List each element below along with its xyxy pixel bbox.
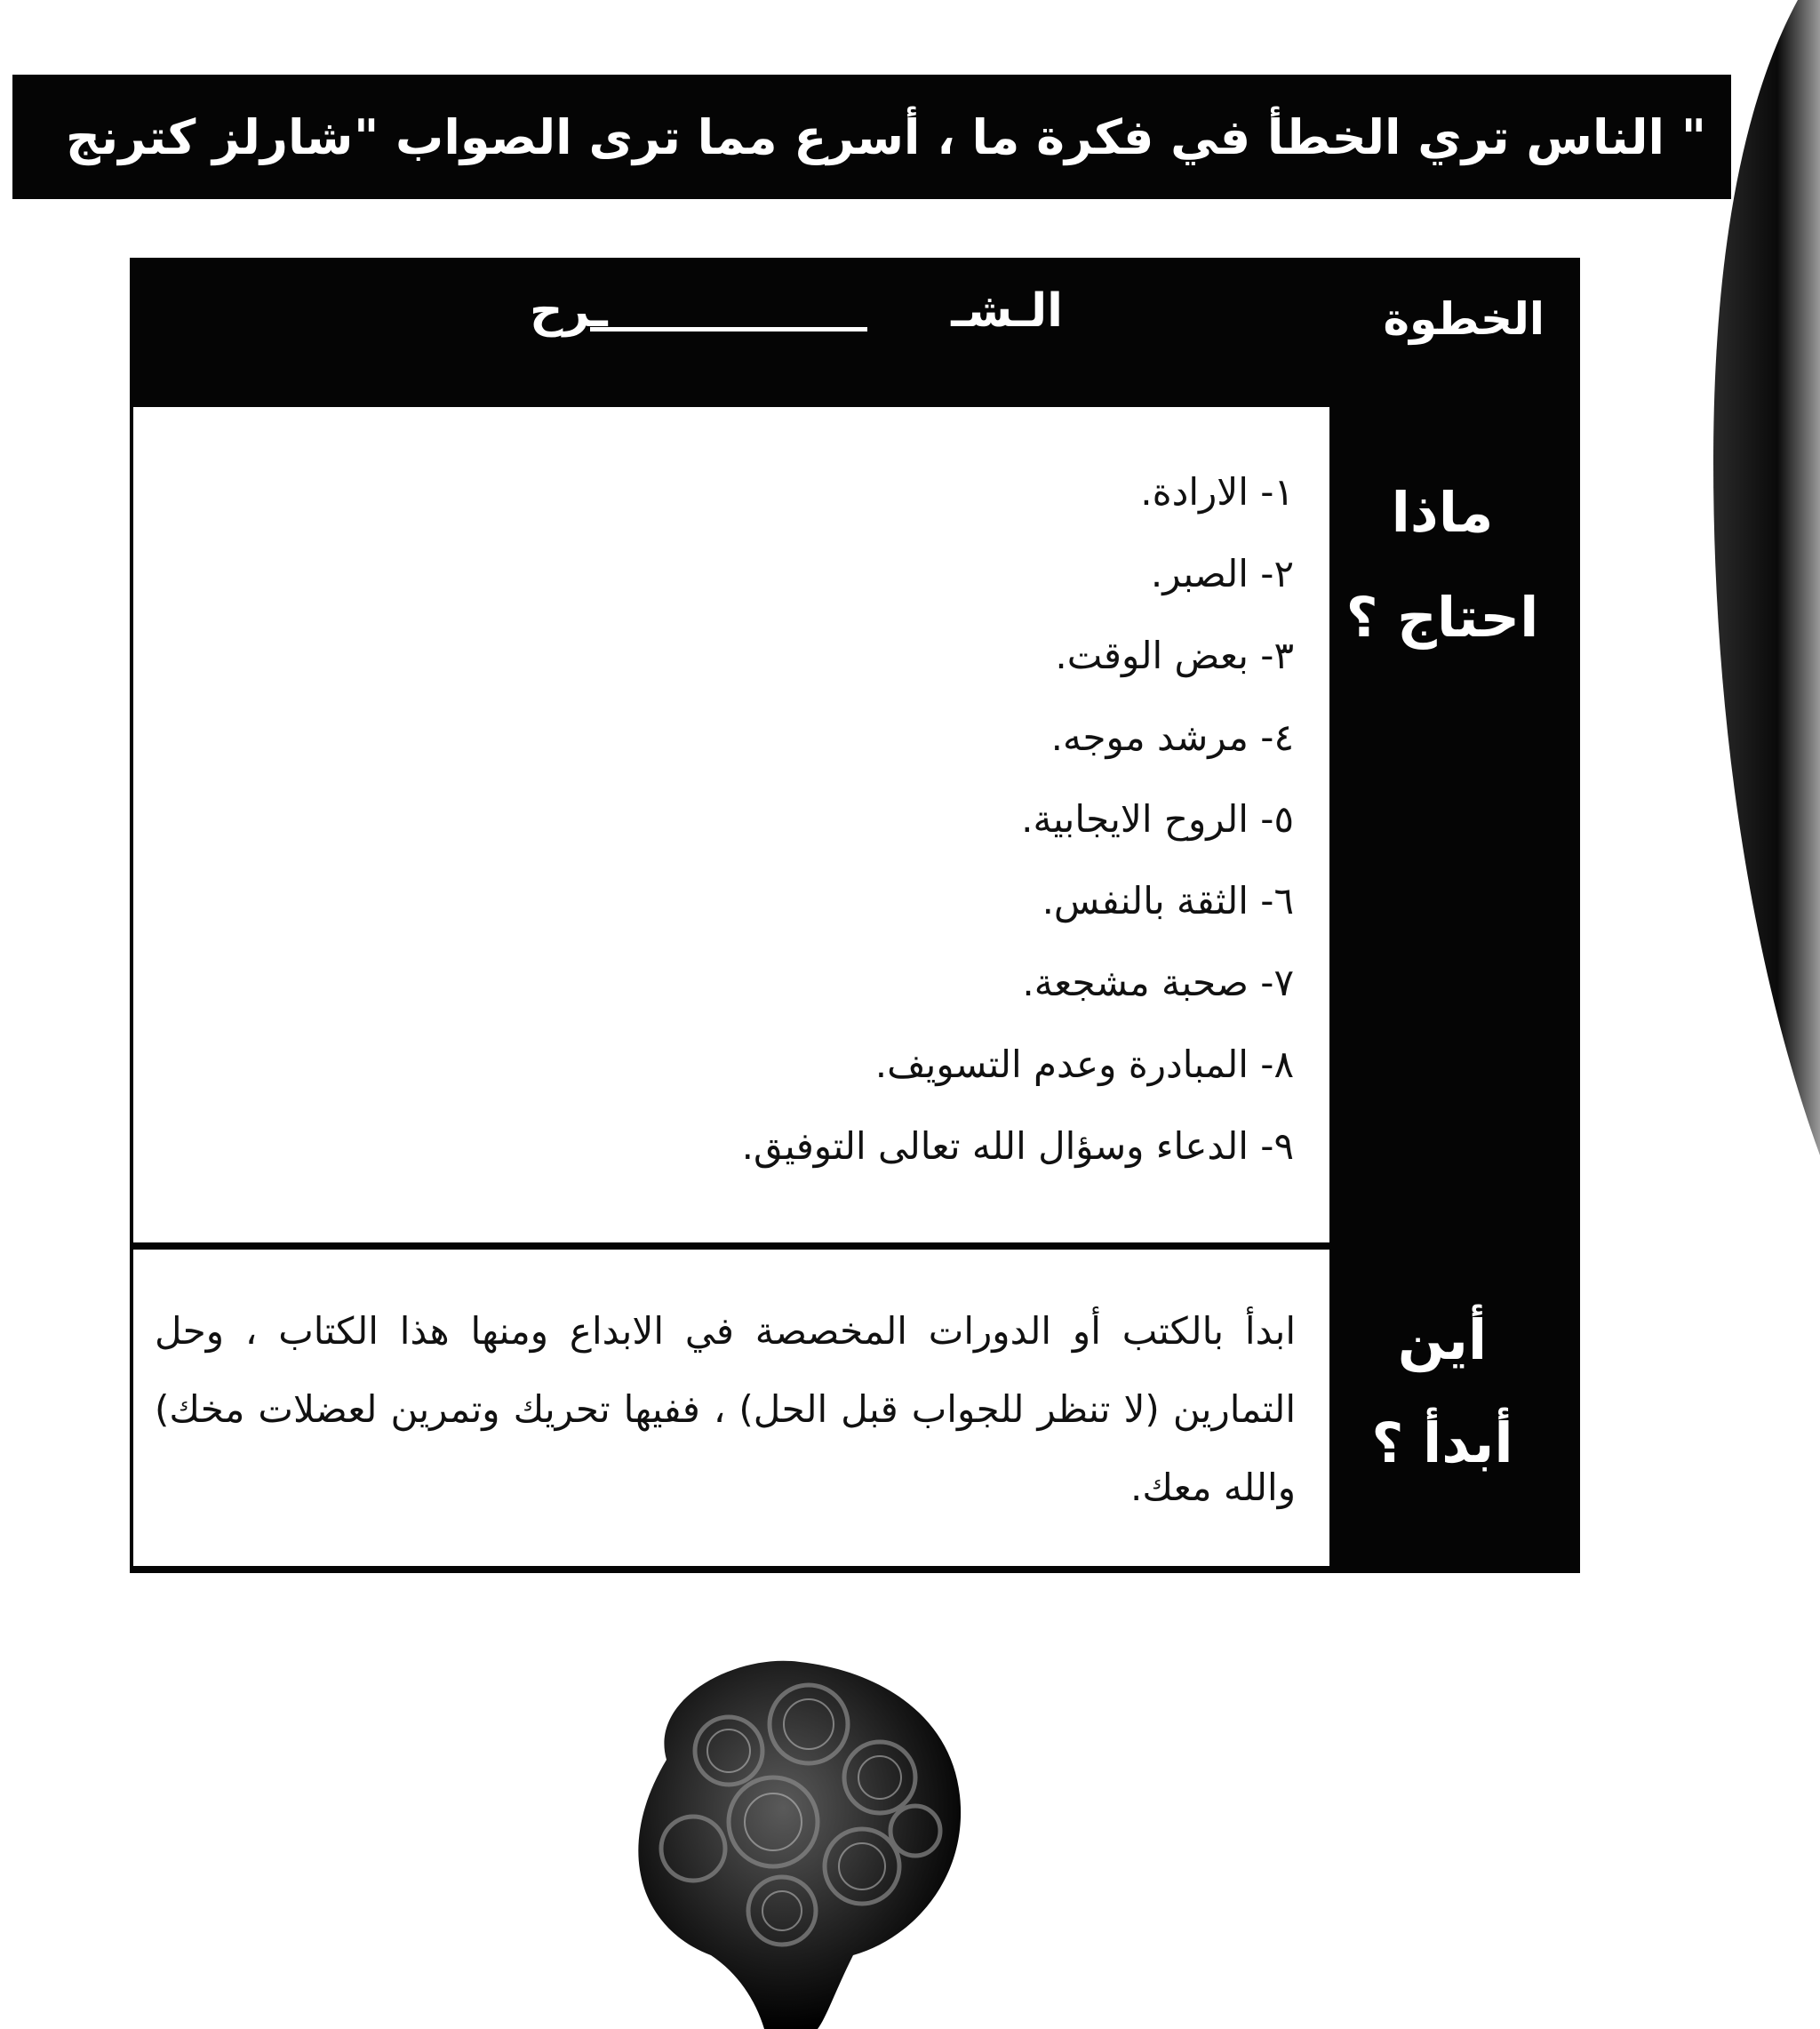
quote-text: " الناس تري الخطأ في فكرة ما ، أسرع مما ترى الصواب " — [354, 108, 1706, 165]
header-explanation-stretch — [590, 327, 867, 332]
start-paragraph: ابدأ بالكتب أو الدورات المخصصة في الابداع ومنها هذا الكتاب ، وحل التمارين (لا تنظر للجواب قبل الحل) ، ففيها تحريك وتمرين لعضلات مخك) والله معك. — [155, 1309, 1296, 1509]
list-item: ٣- بعض الوقت. — [1055, 634, 1294, 677]
list-item: ٦- الثقة بالنفس. — [1042, 879, 1294, 923]
quote-banner — [12, 75, 1731, 199]
start-text-cell — [133, 1250, 1329, 1566]
list-item: ٩- الدعاء وسؤال الله تعالى التوفيق. — [741, 1124, 1294, 1168]
list-item: ٧- صحبة مشجعة. — [1022, 961, 1294, 1004]
list-item: ٤- مرشد موجه. — [1050, 715, 1294, 759]
quote-author: شارلز كترنج — [66, 108, 354, 165]
header-step: الخطوة — [1383, 293, 1545, 345]
needs-list-cell — [133, 407, 1329, 1242]
step-label-start-line1: أين — [1397, 1307, 1488, 1372]
ornament-image — [595, 1644, 986, 2029]
list-item: ٢- الصبر. — [1150, 552, 1294, 595]
header-explanation-end: ـرح — [530, 284, 608, 338]
list-item: ٨- المبادرة وعدم التسويف. — [874, 1042, 1294, 1086]
header-explanation — [530, 284, 1063, 347]
list-item: ٥- الروح الايجابية. — [1021, 797, 1294, 841]
step-label-needs-line1: ماذا — [1391, 480, 1494, 545]
step-label-start-line2: أبدأ ؟ — [1371, 1410, 1513, 1475]
steps-table — [130, 258, 1580, 1573]
step-label-start — [1340, 1289, 1545, 1495]
header-explanation-start: الـشـ — [951, 284, 1063, 338]
list-item: ١- الارادة. — [1140, 470, 1294, 514]
step-label-needs — [1340, 460, 1545, 670]
step-label-needs-line2: احتاج ؟ — [1345, 585, 1539, 650]
